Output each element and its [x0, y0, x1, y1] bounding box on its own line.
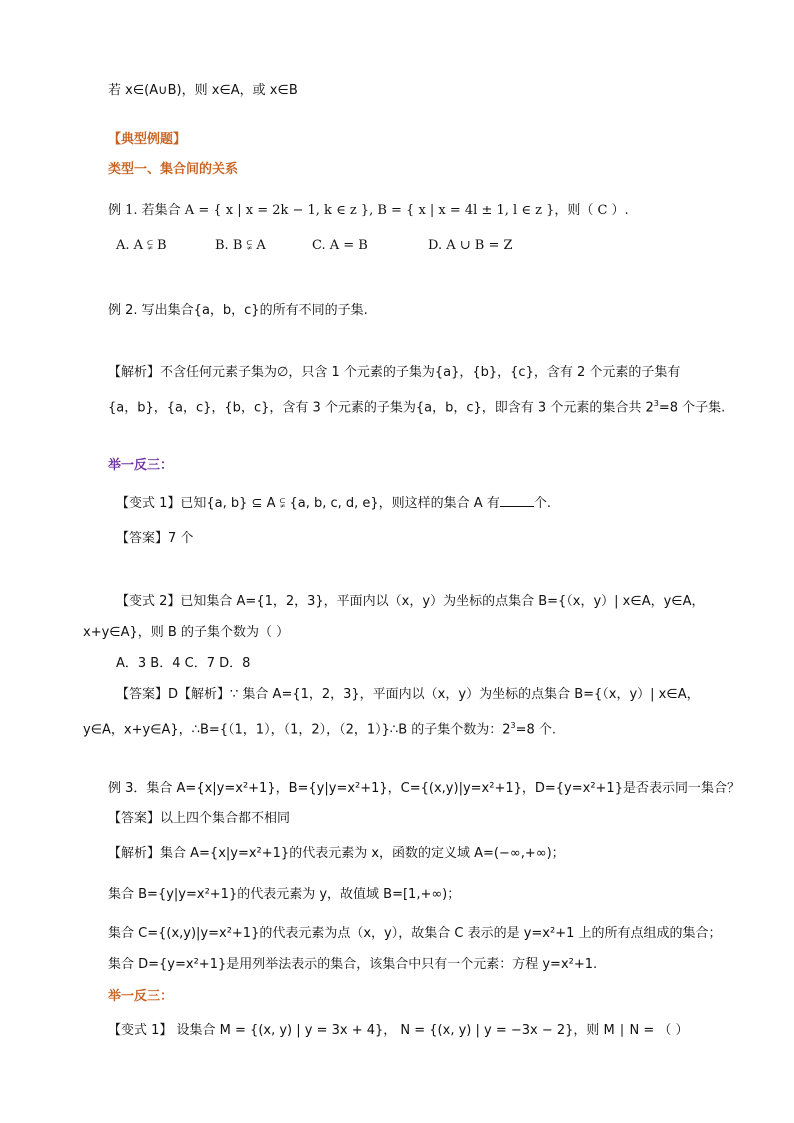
variation-2-answer-line-1: 【答案】D【解析】∵ 集合 A={1，2，3}，平面内以（x，y）为坐标的点集合 B={（x，y）| x∈A，	[116, 687, 700, 702]
example-3-solution-line-1: 【解析】集合 A={x|y=x²+1}的代表元素为 x，函数的定义域 A=(−∞,+∞)；	[108, 846, 565, 861]
variation-1-question: 【变式 1】已知{a, b} ⊆ A ⫋ {a, b, c, d, e}，则这样的集合 A 有 个.	[116, 496, 551, 511]
example-1-option-a: A. A ⫋ B	[116, 238, 167, 253]
variation-1-answer: 【答案】7 个	[116, 531, 194, 546]
example-1-option-c: C. A = B	[312, 238, 368, 253]
example-1-question: 例 1. 若集合 A = { x | x = 2k − 1, k ∈ z }, B = { x | x = 4l ± 1, l ∈ z }，则（ C ）.	[108, 203, 629, 218]
practice-title-2: 举一反三：	[108, 989, 174, 1004]
example-2-question: 例 2. 写出集合{a，b，c}的所有不同的子集.	[108, 303, 368, 318]
example-3-answer: 【答案】以上四个集合都不相同	[108, 811, 291, 826]
example-3-solution-line-4: 集合 D={y=x²+1}是用列举法表示的集合，该集合中只有一个元素：方程 y=x²+1.	[108, 957, 598, 972]
example-2-solution-line-2: {a，b}，{a，c}，{b，c}，含有 3 个元素的子集为{a，b，c}，即含有 3 个元素的集合共 $2^3=8$ 个子集.	[108, 399, 726, 416]
example-3-question: 例 3．集合 A={x|y=x²+1}，B={y|y=x²+1}，C={(x,y)|y=x²+1}，D={y=x²+1}是否表示同一集合？	[108, 781, 740, 796]
variation-2-question-line-2: x+y∈A}，则 B 的子集个数为（ ）	[83, 625, 290, 640]
variation-2-question-line-1: 【变式 2】已知集合 A={1，2，3}，平面内以（x，y）为坐标的点集合 B={（x，y）| x∈A，y∈A，	[116, 594, 705, 609]
example-2-solution-line-1: 【解析】不含任何元素子集为∅，只含 1 个元素的子集为{a}，{b}，{c}，含有 2 个元素的子集有	[108, 365, 681, 380]
practice-title-1: 举一反三：	[108, 458, 174, 473]
union-property-line: 若 x∈(A∪B)，则 x∈A，或 x∈B	[108, 83, 298, 98]
example-1-option-d: D. A ∪ B = Z	[428, 238, 513, 253]
example-3-solution-line-3: 集合 C={(x,y)|y=x²+1}的代表元素为点（x，y），故集合 C 表示的是 y=x²+1 上的所有点组成的集合；	[108, 926, 722, 941]
example-3-solution-line-2: 集合 B={y|y=x²+1}的代表元素为 y，故值域 B=[1,+∞)；	[108, 887, 461, 902]
variation-2-options: A．3 B．4 C．7 D．8	[116, 656, 251, 671]
answer-blank	[500, 494, 534, 507]
type1-title: 类型一、集合间的关系	[108, 162, 239, 177]
variation-3-question: 【变式 1】 设集合 M = {(x, y) | y = 3x + 4}， N = {(x, y) | y = −3x − 2}，则 M ∣ N = （ ）	[108, 1023, 689, 1038]
example-1-option-b: B. B ⫋ A	[215, 238, 266, 253]
variation-2-answer-line-2: y∈A，x+y∈A}，∴B={（1，1），（1，2），（2，1）}∴B 的子集个数为：$2^3=8$ 个.	[83, 721, 557, 738]
section-title: 【典型例题】	[108, 132, 187, 147]
